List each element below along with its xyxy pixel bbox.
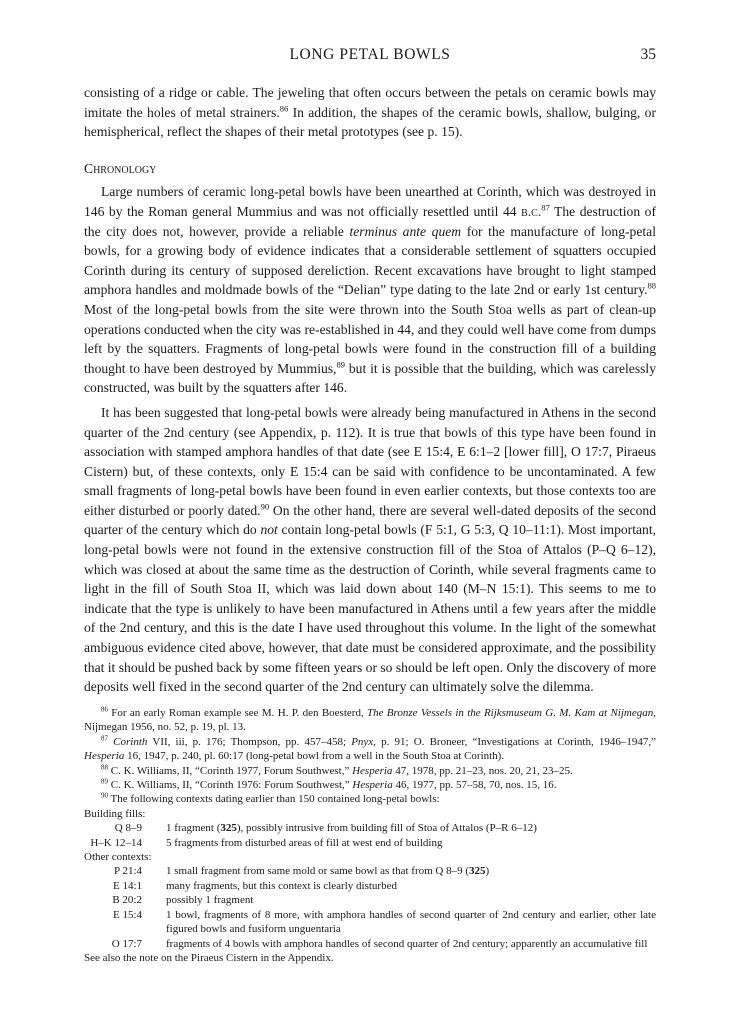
context-ref: O 17:7 xyxy=(111,937,142,950)
text-span: The following contexts dating earlier than 150 contained long-petal bowls: xyxy=(108,793,440,806)
footnote-ref-86: 86 xyxy=(279,103,289,114)
footnote-number: 89 xyxy=(101,777,108,786)
text-span: Most of the long-petal bowls from the site were thrown into the South Stoa wells as part of clean-up operations conducted when the city was re-established in 44, and they could well have come from dumps left by the squatters. Fragments of long-petal bowls were found in the construction fill of a building thought to have been destroyed by Mummius, xyxy=(84,301,656,376)
context-group-heading: Building fills: xyxy=(84,807,146,820)
main-text xyxy=(84,83,656,697)
text-span: C. K. Williams, II, “Corinth 1977, Forum Southwest,” xyxy=(108,764,353,777)
footnote-87 xyxy=(84,735,656,764)
paragraph-1 xyxy=(84,83,656,142)
text-span: 1 fragment ( xyxy=(166,822,221,835)
context-row xyxy=(84,821,656,835)
era-abbrev: b.c. xyxy=(521,203,542,219)
context-desc xyxy=(166,864,656,878)
text-span: The destruction of the city does not, however, provide a reliable xyxy=(84,203,656,239)
context-desc: possibly 1 fragment xyxy=(166,894,254,907)
context-row xyxy=(84,908,656,937)
context-group-heading: Other contexts: xyxy=(84,851,152,864)
context-ref: E 15:4 xyxy=(112,908,142,921)
text-span: In addition, the shapes of the ceramic bowls, shallow, bulging, or hemispherical, reflect the shapes of their metal prototypes (see p. 15). xyxy=(84,104,656,140)
emphasis: Corinth xyxy=(113,735,148,748)
context-row xyxy=(84,937,656,951)
context-desc: many fragments, but this context is clearly disturbed xyxy=(166,879,397,892)
text-span: p. 91; O. Broneer, “Investigations at Corinth, 1946–1947,” xyxy=(375,735,656,748)
footnote-ref-87: 87 xyxy=(541,202,550,213)
context-ref: P 21:4 xyxy=(113,865,142,878)
emphasis: Hesperia xyxy=(352,779,393,792)
footnotes xyxy=(84,706,656,965)
footnote-90 xyxy=(84,792,656,806)
context-desc: fragments of 4 bowls with amphora handles of second quarter of 2nd century; apparently an accumulative fill xyxy=(166,937,648,950)
footnote-number: 88 xyxy=(101,762,108,771)
footnote-ref-90: 90 xyxy=(260,501,270,512)
text-span: 1 small fragment from same mold or same bowl as that from Q 8–9 ( xyxy=(166,865,470,878)
text-span: VII, iii, p. 176; Thompson, pp. 457–458; xyxy=(147,735,352,748)
paragraph-2 xyxy=(84,182,656,398)
section-heading: Chronology xyxy=(84,160,157,176)
context-desc: 1 bowl, fragments of 8 more, with amphora handles of second quarter of 2nd century and earlier, other late figured bowls and fusiform unguentaria xyxy=(166,908,656,936)
context-row xyxy=(84,836,656,850)
context-row xyxy=(84,864,656,878)
paragraph-3 xyxy=(84,403,656,697)
running-head xyxy=(84,46,656,66)
emphasis: Hesperia xyxy=(84,750,125,763)
emphasis: terminus ante quem xyxy=(349,223,462,239)
running-title: LONG PETAL BOWLS xyxy=(289,46,451,63)
text-span: ) xyxy=(485,865,490,878)
footnote-ref-89: 89 xyxy=(336,359,345,370)
context-row xyxy=(84,893,656,907)
footnote-number: 86 xyxy=(101,705,108,714)
text-span: 16, 1947, p. 240, pl. 60:17 (long-petal bowl from a well in the South Stoa at Corinth). xyxy=(124,750,505,763)
text-span: contain long-petal bowls (F 5:1, G 5:3, Q 10–11:1). Most important, long-petal bowls were not found in the extensive construction fill of the Stoa of Attalos (P–Q 6–12), which was closed at about the same time as the destruction of Corinth, while several fragments came to light in the fill of South Stoa II, which was laid down about 140 (M–N 15:1). This seems to me to indicate that the type is unlikely to have been manufactured in Athens until a few years after the middle of the 2nd century, and this is the date I have used throughout this volume. In the light of the somewhat ambiguous evidence cited above, however, that date must be considered approximate, and the possibility that it should be pushed back by some fifteen years or so should be left open. Only the discovery of more deposits well fixed in the second quarter of the 2nd century can ultimately solve the dilemma. xyxy=(84,522,656,695)
catalogue-number: 325 xyxy=(469,865,486,878)
text-span: ), possibly intrusive from building fill of Stoa of Attalos (P–R 6–12) xyxy=(236,822,537,835)
context-ref: Q 8–9 xyxy=(114,822,142,835)
context-ref: B 20:2 xyxy=(112,894,142,907)
text-span: 47, 1978, pp. 21–23, nos. 20, 21, 23–25. xyxy=(392,764,573,777)
see-also-note: See also the note on the Piraeus Cistern in the Appendix. xyxy=(84,951,334,964)
footnote-86 xyxy=(84,706,656,735)
text-span: but it is possible that the building, which was carelessly constructed, was built by the squatters after 146. xyxy=(84,360,656,396)
text-span: C. K. Williams, II, “Corinth 1976: Forum Southwest,” xyxy=(108,779,353,792)
context-desc xyxy=(166,821,656,835)
text-span: Nijmegan 1956, no. 52, p. 19, pl. 13. xyxy=(84,721,246,734)
context-desc: 5 fragments from disturbed areas of fill at west end of building xyxy=(166,836,443,849)
text-span: Large numbers of ceramic long-petal bowls have been unearthed at Corinth, which was destroyed in 146 by the Roman general Mummius and was not officially resettled until 44 xyxy=(84,184,656,219)
text-span: It has been suggested that long-petal bowls were already being manufactured in Athens in the second quarter of the 2nd century (see Appendix, p. 112). It is true that bowls of this type have been found in association with stamped amphora handles of that date (see E 15:4, E 6:1–2 [lower fill], O 17:7, Piraeus Cistern) but, of these contexts, only E 15:4 can be said with confidence to be uncontaminated. A few small fragments of long-petal bowls have been found in even earlier contexts, but those contexts too are either disturbed or poorly dated. xyxy=(84,404,656,518)
text-span: For an early Roman example see M. H. P. den Boesterd, xyxy=(108,707,367,719)
emphasis: Pnyx, xyxy=(351,735,376,748)
emphasis: Hesperia xyxy=(352,764,393,777)
text-span: On the other hand, there are several well-dated deposits of the second quarter of the century which do xyxy=(84,502,656,538)
emphasis: not xyxy=(260,522,278,538)
footnote-number: 90 xyxy=(101,791,108,800)
footnote-ref-88: 88 xyxy=(647,280,656,291)
footnote-number: 87 xyxy=(101,734,108,743)
emphasis: The Bronze Vessels in the Rijksmuseum G. M. Kam at Nijmegan, xyxy=(367,707,656,719)
text-span: consisting of a ridge or cable. The jeweling that often occurs between the petals on ceramic bowls may imitate the holes of metal strainers. xyxy=(84,85,656,120)
text-span: for the manufacture of long-petal bowls, for a growing body of evidence indicates that a considerable settlement of squatters occupied Corinth during its century of supposed dereliction. Recent excavations have brought to light stamped amphora handles and moldmade bowls of the “Delian” type dating to the late 2nd or early 1st century. xyxy=(84,223,656,298)
context-ref: H–K 12–14 xyxy=(90,836,142,849)
context-ref: E 14:1 xyxy=(112,879,142,892)
context-row xyxy=(84,879,656,893)
text-span: 46, 1977, pp. 57–58, 70, nos. 15, 16. xyxy=(392,779,557,792)
page-number: 35 xyxy=(640,46,656,63)
footnote-89 xyxy=(84,778,656,792)
catalogue-number: 325 xyxy=(220,822,237,835)
footnote-88 xyxy=(84,764,656,778)
